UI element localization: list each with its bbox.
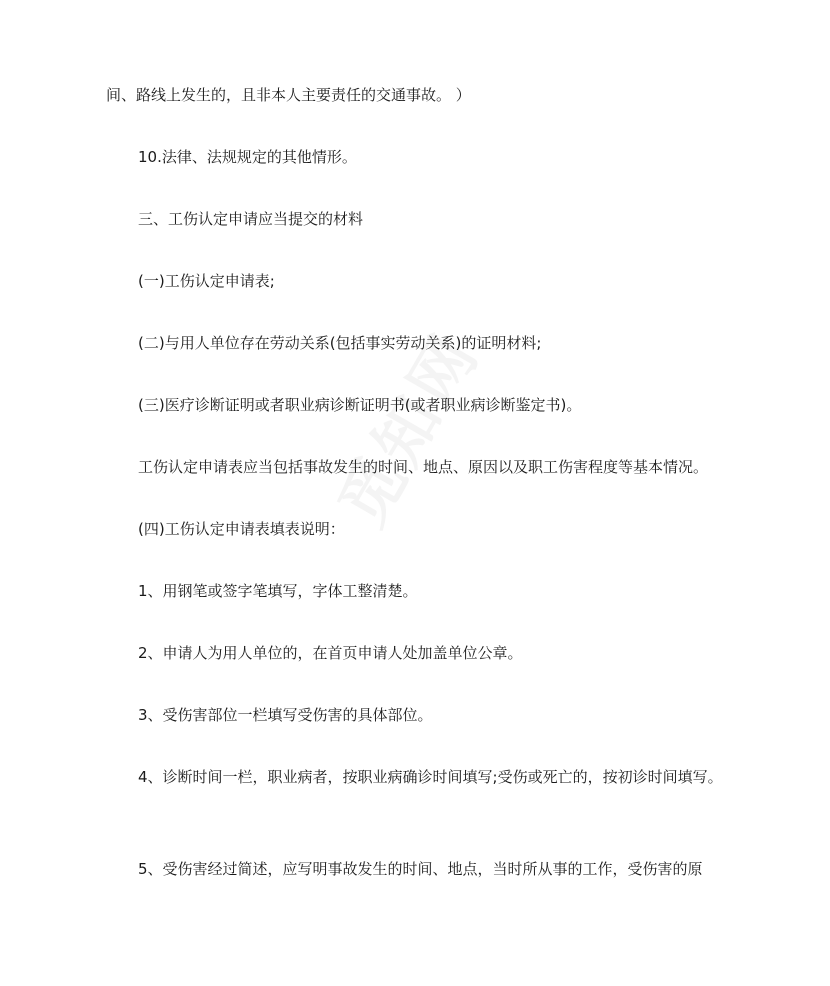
paragraph-item-10: 10.法律、法规规定的其他情形。 xyxy=(138,148,357,166)
paragraph-form-instructions-heading: (四)工伤认定申请表填表说明： xyxy=(138,520,345,538)
paragraph-form-contents: 工伤认定申请表应当包括事故发生的时间、地点、原因以及职工伤害程度等基本情况。 xyxy=(138,458,709,476)
section-heading-3: 三、工伤认定申请应当提交的材料 xyxy=(138,210,364,228)
paragraph-material-1: (一)工伤认定申请表; xyxy=(138,272,275,290)
paragraph-instruction-5: 5、受伤害经过简述，应写明事故发生的时间、地点，当时所从事的工作，受伤害的原 xyxy=(138,860,703,878)
paragraph-material-2: (二)与用人单位存在劳动关系(包括事实劳动关系)的证明材料; xyxy=(138,334,542,352)
paragraph-instruction-1: 1、用钢笔或签字笔填写，字体工整清楚。 xyxy=(138,582,418,600)
paragraph-continuation: 间、路线上发生的，且非本人主要责任的交通事故。 ） xyxy=(106,86,471,104)
paragraph-instruction-3: 3、受伤害部位一栏填写受伤害的具体部位。 xyxy=(138,706,433,724)
paragraph-instruction-2: 2、申请人为用人单位的，在首页申请人处加盖单位公章。 xyxy=(138,644,523,662)
paragraph-material-3: (三)医疗诊断证明或者职业病诊断证明书(或者职业病诊断鉴定书)。 xyxy=(138,396,582,414)
paragraph-instruction-4: 4、诊断时间一栏，职业病者，按职业病确诊时间填写;受伤或死亡的，按初诊时间填写。 xyxy=(138,768,723,786)
